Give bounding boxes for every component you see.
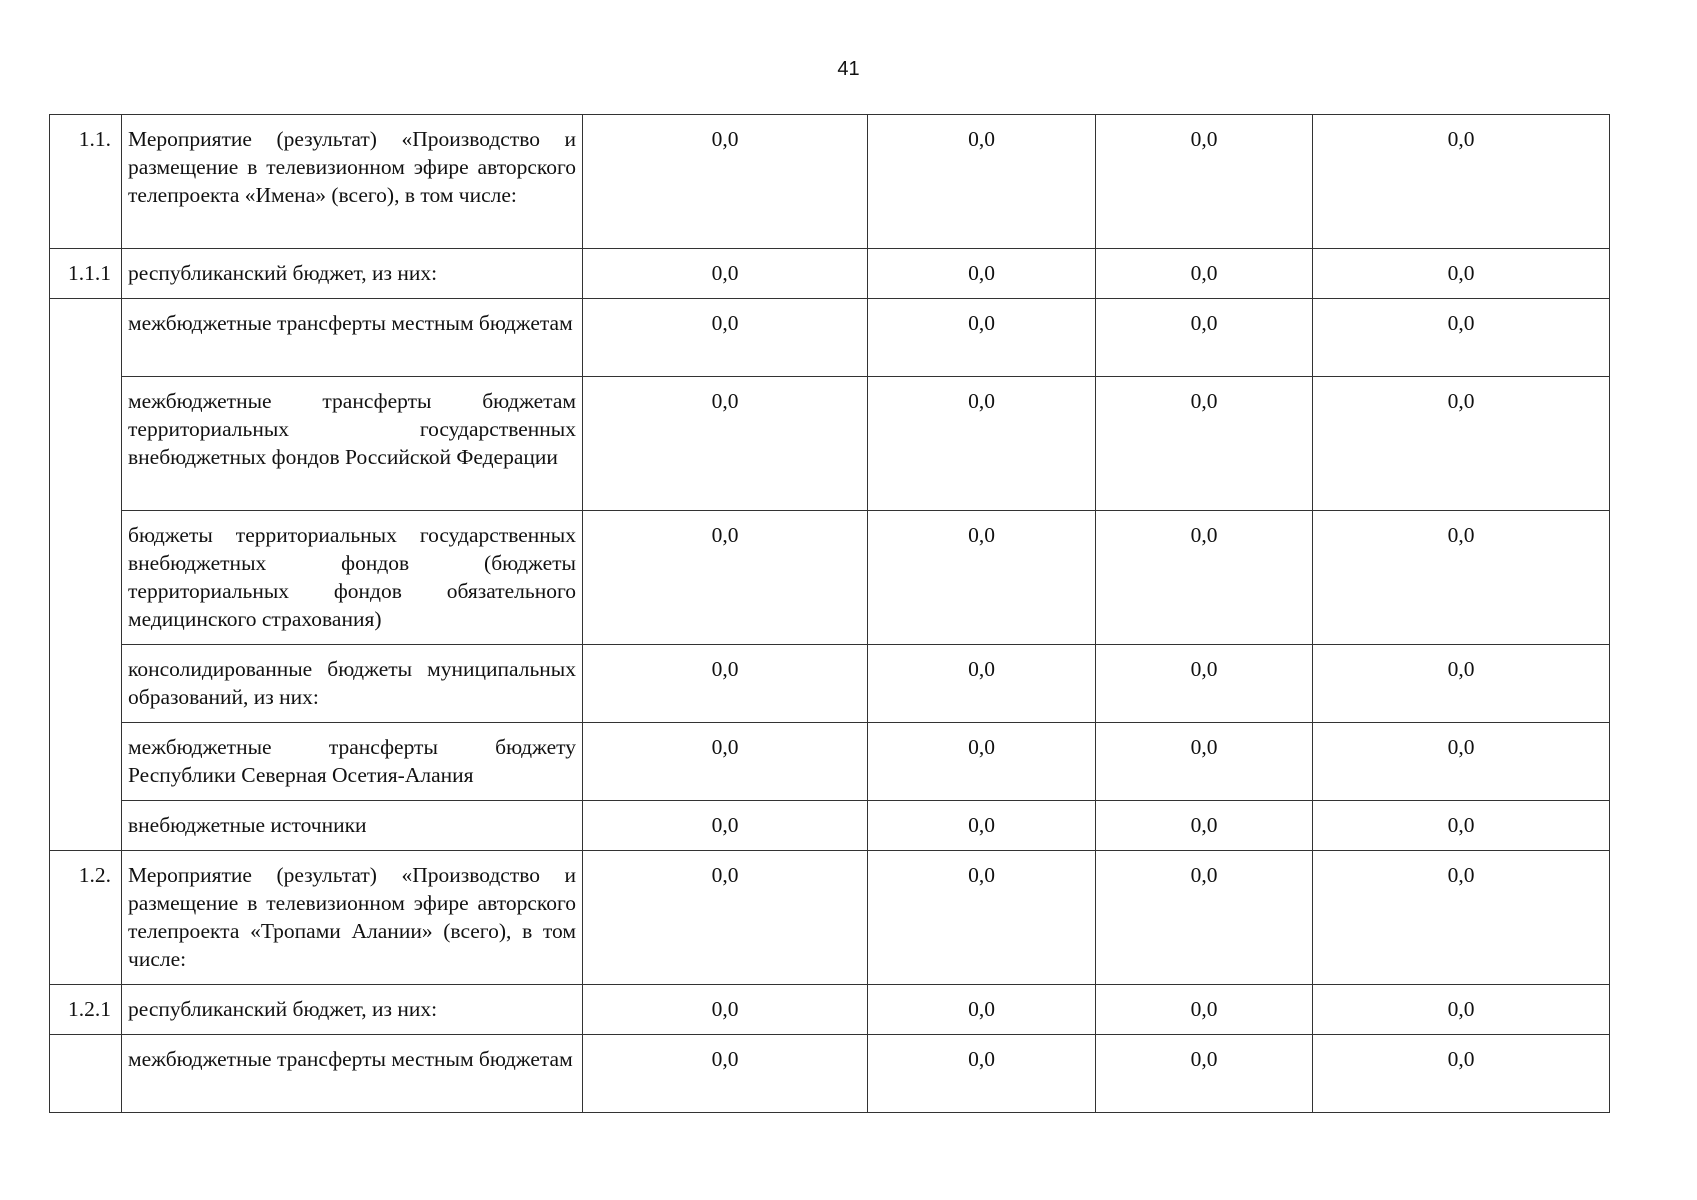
value-cell: 0,0 <box>1313 985 1610 1035</box>
value-cell: 0,0 <box>868 249 1096 299</box>
row-number: 1.1. <box>50 115 122 249</box>
row-description: внебюджетные источники <box>122 801 583 851</box>
value-cell: 0,0 <box>583 299 868 377</box>
value-cell: 0,0 <box>1096 115 1313 249</box>
table-row <box>50 801 1610 851</box>
value-cell: 0,0 <box>868 299 1096 377</box>
value-cell: 0,0 <box>868 1035 1096 1113</box>
table-row <box>50 299 1610 377</box>
value-cell: 0,0 <box>583 377 868 511</box>
value-cell: 0,0 <box>583 985 868 1035</box>
value-cell: 0,0 <box>868 511 1096 645</box>
table-row <box>50 1035 1610 1113</box>
value-cell: 0,0 <box>1096 851 1313 985</box>
value-cell: 0,0 <box>583 851 868 985</box>
value-cell: 0,0 <box>1313 115 1610 249</box>
value-cell: 0,0 <box>583 801 868 851</box>
row-number: 1.2.1 <box>50 985 122 1035</box>
value-cell: 0,0 <box>1313 377 1610 511</box>
value-cell: 0,0 <box>1313 249 1610 299</box>
value-cell: 0,0 <box>868 851 1096 985</box>
value-cell: 0,0 <box>1096 511 1313 645</box>
value-cell: 0,0 <box>583 723 868 801</box>
value-cell: 0,0 <box>583 115 868 249</box>
row-description: межбюджетные трансферты бюджету Республики Северная Осетия-Алания <box>122 723 583 801</box>
value-cell: 0,0 <box>1313 801 1610 851</box>
row-description: Мероприятие (результат) «Производство и размещение в телевизионном эфире авторского телепроекта «Имена» (всего), в том числе: <box>122 115 583 249</box>
value-cell: 0,0 <box>1096 299 1313 377</box>
row-number <box>50 299 122 851</box>
value-cell: 0,0 <box>1096 377 1313 511</box>
table-row <box>50 115 1610 249</box>
value-cell: 0,0 <box>868 985 1096 1035</box>
value-cell: 0,0 <box>1096 645 1313 723</box>
row-description: республиканский бюджет, из них: <box>122 249 583 299</box>
row-description: межбюджетные трансферты местным бюджетам <box>122 299 583 377</box>
row-description: консолидированные бюджеты муниципальных образований, из них: <box>122 645 583 723</box>
table-row <box>50 249 1610 299</box>
table-row <box>50 511 1610 645</box>
value-cell: 0,0 <box>1313 299 1610 377</box>
table-row <box>50 851 1610 985</box>
row-description: Мероприятие (результат) «Производство и размещение в телевизионном эфире авторского телепроекта «Тропами Алании» (всего), в том числе: <box>122 851 583 985</box>
page-number: 41 <box>837 58 860 80</box>
table-row <box>50 645 1610 723</box>
value-cell: 0,0 <box>583 511 868 645</box>
row-description: бюджеты территориальных государственных внебюджетных фондов (бюджеты территориальных фондов обязательного медицинского страхования) <box>122 511 583 645</box>
row-number: 1.2. <box>50 851 122 985</box>
value-cell: 0,0 <box>583 645 868 723</box>
value-cell: 0,0 <box>1313 511 1610 645</box>
value-cell: 0,0 <box>1096 801 1313 851</box>
row-description: межбюджетные трансферты местным бюджетам <box>122 1035 583 1113</box>
value-cell: 0,0 <box>583 1035 868 1113</box>
value-cell: 0,0 <box>868 115 1096 249</box>
value-cell: 0,0 <box>1313 645 1610 723</box>
row-description: межбюджетные трансферты бюджетам территориальных государственных внебюджетных фондов Российской Федерации <box>122 377 583 511</box>
value-cell: 0,0 <box>1313 723 1610 801</box>
value-cell: 0,0 <box>868 723 1096 801</box>
value-cell: 0,0 <box>1096 723 1313 801</box>
value-cell: 0,0 <box>1096 249 1313 299</box>
row-description: республиканский бюджет, из них: <box>122 985 583 1035</box>
row-number <box>50 1035 122 1113</box>
budget-table <box>49 114 1610 1113</box>
value-cell: 0,0 <box>868 377 1096 511</box>
value-cell: 0,0 <box>1313 851 1610 985</box>
value-cell: 0,0 <box>868 645 1096 723</box>
value-cell: 0,0 <box>1096 1035 1313 1113</box>
table-row <box>50 723 1610 801</box>
value-cell: 0,0 <box>583 249 868 299</box>
value-cell: 0,0 <box>1096 985 1313 1035</box>
row-number: 1.1.1 <box>50 249 122 299</box>
value-cell: 0,0 <box>1313 1035 1610 1113</box>
table-row <box>50 985 1610 1035</box>
value-cell: 0,0 <box>868 801 1096 851</box>
table-row <box>50 377 1610 511</box>
